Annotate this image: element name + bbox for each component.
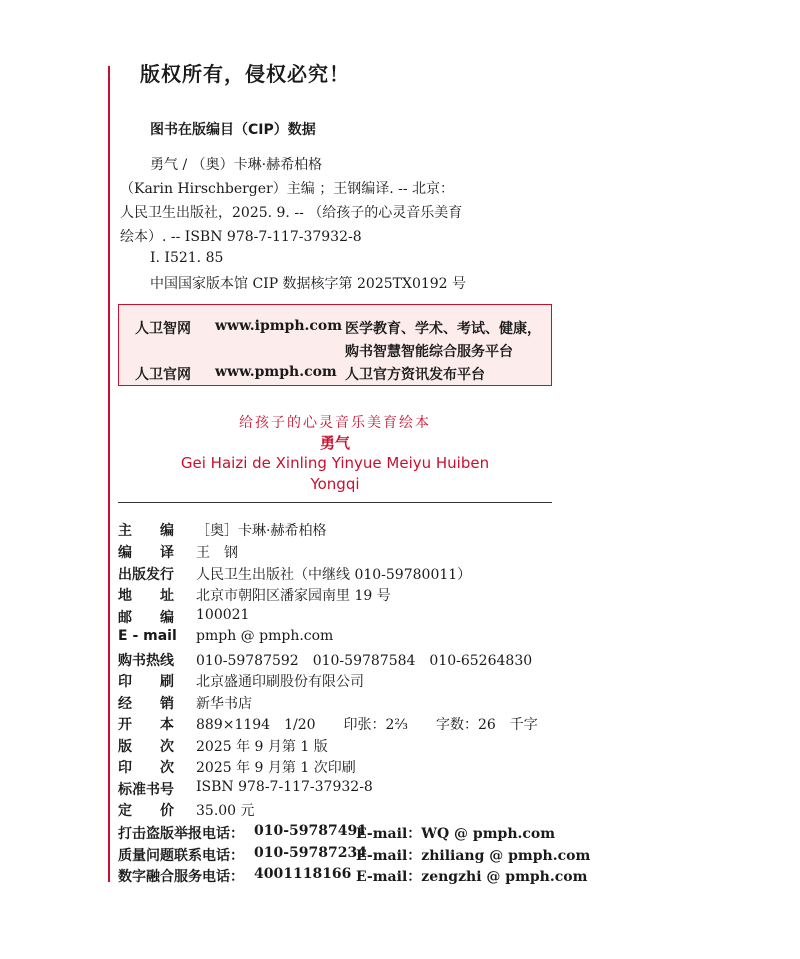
contact-email-link[interactable]: E-mail：WQ @ pmph.com <box>356 826 556 842</box>
colophon-label: 编 译 <box>118 545 174 561</box>
cip-line: 中国国家版本馆 CIP 数据核字第 2025TX0192 号 <box>150 276 467 292</box>
colophon-label: 印 次 <box>118 760 174 776</box>
contact-phone: 010-59787491 <box>254 823 367 839</box>
platform-desc: 人卫官方资讯发布平台 <box>345 367 485 383</box>
colophon-label: 定 价 <box>118 803 174 819</box>
colophon-label: 版 次 <box>118 739 174 755</box>
colophon-value: 北京盛通印刷股份有限公司 <box>196 674 364 690</box>
colophon-label: 邮 编 <box>118 610 174 626</box>
contact-phone: 010-59787234 <box>254 845 367 861</box>
email-link[interactable]: pmph @ pmph.com <box>196 628 334 644</box>
colophon-value: 2025 年 9 月第 1 次印刷 <box>196 760 356 776</box>
contact-label: 数字融合服务电话： <box>118 869 244 885</box>
contact-email-link[interactable]: E-mail：zengzhi @ pmph.com <box>356 869 588 885</box>
colophon-value: 889×1194 1/20 印张：2⅔ 字数：26 千字 <box>196 717 538 733</box>
colophon-label: 购书热线 <box>118 653 174 669</box>
cip-line: 勇气 / （奥）卡琳·赫希柏格 <box>150 157 323 173</box>
platform-desc: 医学教育、学术、考试、健康， <box>345 321 541 337</box>
colophon-value: 100021 <box>196 607 250 623</box>
divider <box>118 502 552 503</box>
red-margin-rule <box>108 66 110 882</box>
colophon-value: 010-59787592 010-59787584 010-65264830 <box>196 653 533 669</box>
cip-line: （Karin Hirschberger）主编 ；王钢编译. -- 北京： <box>120 181 455 197</box>
colophon-value: 北京市朝阳区潘家园南里 19 号 <box>196 588 391 604</box>
series-title-chinese: 给孩子的心灵音乐美育绘本 <box>239 415 431 431</box>
colophon-label: 标准书号 <box>118 782 174 798</box>
colophon-value: 新华书店 <box>196 696 252 712</box>
colophon-label: 开 本 <box>118 717 174 733</box>
copyright-notice: 版权所有，侵权必究！ <box>140 62 350 86</box>
cip-title: 图书在版编目（CIP）数据 <box>150 122 316 138</box>
cip-line: Ⅰ. I521. 85 <box>150 250 224 266</box>
colophon-value: ［奥］卡琳·赫希柏格 <box>196 523 327 539</box>
platform-url-link[interactable]: www.ipmph.com <box>215 318 343 334</box>
colophon-label: 印 刷 <box>118 674 174 690</box>
platform-name: 人卫官网 <box>135 367 191 383</box>
platform-desc: 购书智慧智能综合服务平台 <box>345 344 513 360</box>
colophon-label: 出版发行 <box>118 567 174 583</box>
cip-line: 人民卫生出版社，2025. 9. -- （给孩子的心灵音乐美育 <box>120 205 463 221</box>
colophon-label: 地 址 <box>118 588 174 604</box>
colophon-value: 2025 年 9 月第 1 版 <box>196 739 328 755</box>
colophon-value: 王 钢 <box>196 545 238 561</box>
contact-email-link[interactable]: E-mail：zhiliang @ pmph.com <box>356 848 591 864</box>
colophon-value: 35.00 元 <box>196 803 255 819</box>
series-title-pinyin: Gei Haizi de Xinling Yinyue Meiyu Huiben <box>180 454 490 472</box>
book-title: 勇气 <box>319 434 350 452</box>
contact-label: 质量问题联系电话： <box>118 848 244 864</box>
colophon-value: ISBN 978-7-117-37932-8 <box>196 779 373 795</box>
contact-phone: 4001118166 <box>254 866 352 882</box>
colophon-label: E - mail <box>118 628 177 644</box>
colophon-label: 主 编 <box>118 523 174 539</box>
cip-line: 绘本）. -- ISBN 978-7-117-37932-8 <box>120 229 362 245</box>
colophon-label: 经 销 <box>118 696 174 712</box>
platform-url-link[interactable]: www.pmph.com <box>215 364 337 380</box>
book-title-pinyin: Yongqi <box>310 475 360 493</box>
platform-name: 人卫智网 <box>135 321 191 337</box>
contact-label: 打击盗版举报电话： <box>118 826 244 842</box>
colophon-value: 人民卫生出版社（中继线 010-59780011） <box>196 567 472 583</box>
platform-info-box <box>118 304 552 386</box>
